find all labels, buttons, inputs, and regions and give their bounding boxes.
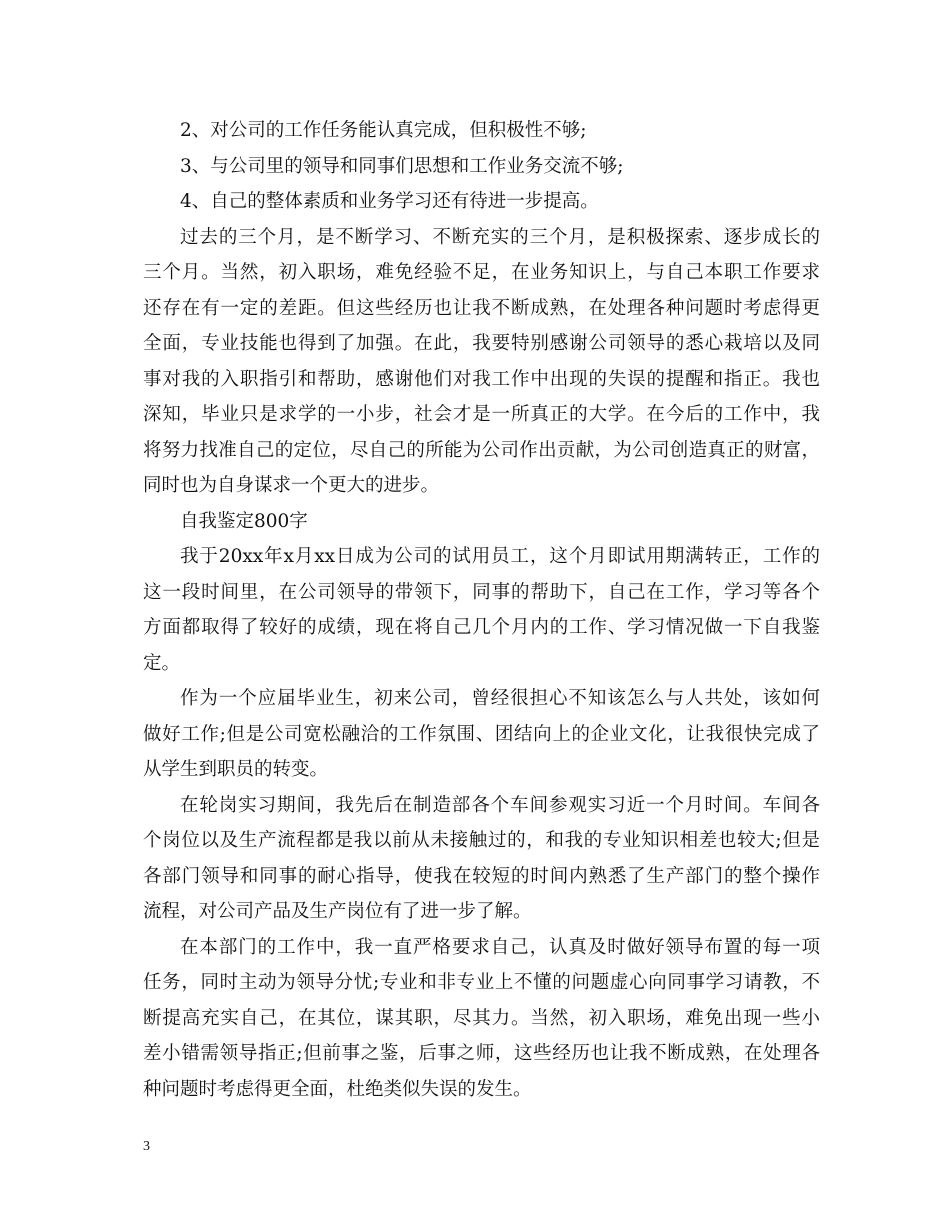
text-line: 作为一个应届毕业生，初来公司，曾经很担心不知该怎么与人共处，该如何 xyxy=(180,688,820,709)
document-body xyxy=(143,113,820,1107)
text-line: 在轮岗实习期间，我先后在制造部各个车间参观实习近一个月时间。车间各 xyxy=(180,794,820,816)
text-line: 全面，专业技能也得到了加强。在此，我要特别感谢公司领导的悉心栽培以及同 xyxy=(143,333,820,354)
text-line: 深知，毕业只是求学的一小步，社会才是一所真正的大学。在今后的工作中，我 xyxy=(143,404,820,425)
text-line: 事对我的入职指引和帮助，感谢他们对我工作中出现的失误的提醒和指正。我也 xyxy=(143,368,820,390)
text-line: 2、对公司的工作任务能认真完成，但积极性不够; xyxy=(180,120,587,141)
text-line: 过去的三个月，是不断学习、不断充实的三个月，是积极探索、逐步成长的 xyxy=(180,226,820,248)
text-line: 将努力找准自己的定位，尽自己的所能为公司作出贡献，为公司创造真正的财富， xyxy=(143,439,820,461)
text-line: 这一段时间里，在公司领导的带领下，同事的帮助下，自己在工作，学习等各个 xyxy=(143,581,820,603)
text-line: 还存在有一定的差距。但这些经历也让我不断成熟，在处理各种问题时考虑得更 xyxy=(143,297,820,319)
text-line: 流程，对公司产品及生产岗位有了进一步了解。 xyxy=(143,901,532,922)
text-line: 各部门领导和同事的耐心指导，使我在较短的时间内熟悉了生产部门的整个操作 xyxy=(143,865,820,887)
text-line: 三个月。当然，初入职场，难免经验不足，在业务知识上，与自己本职工作要求 xyxy=(143,262,820,283)
text-line: 4、自己的整体素质和业务学习还有待进一步提高。 xyxy=(180,191,599,212)
text-line: 从学生到职员的转变。 xyxy=(143,759,329,780)
text-line: 断提高充实自己，在其位，谋其职，尽其力。当然，初入职场，难免出现一些小 xyxy=(143,1007,820,1029)
text-line: 自我鉴定800字 xyxy=(180,510,308,532)
text-line: 3、与公司里的领导和同事们思想和工作业务交流不够; xyxy=(180,155,624,177)
text-line: 做好工作;但是公司宽松融洽的工作氛围、团结向上的企业文化，让我很快完成了 xyxy=(143,723,820,745)
text-line: 任务，同时主动为领导分忧;专业和非专业上不懂的问题虚心向同事学习请教，不 xyxy=(143,972,820,993)
text-line: 同时也为自身谋求一个更大的进步。 xyxy=(143,475,440,496)
text-line: 我于20xx年x月xx日成为公司的试用员工，这个月即试用期满转正，工作的 xyxy=(180,546,820,567)
text-line: 个岗位以及生产流程都是我以前从未接触过的，和我的专业知识相差也较大;但是 xyxy=(143,830,820,851)
text-line: 种问题时考虑得更全面，杜绝类似失误的发生。 xyxy=(143,1078,532,1100)
text-line: 在本部门的工作中，我一直严格要求自己，认真及时做好领导布置的每一项 xyxy=(180,936,820,958)
text-line: 差小错需领导指正;但前事之鉴，后事之师，这些经历也让我不断成熟，在处理各 xyxy=(143,1043,820,1064)
text-line: 定。 xyxy=(143,652,181,674)
page-number: 3 xyxy=(143,1139,150,1154)
text-line: 方面都取得了较好的成绩，现在将自己几个月内的工作、学习情况做一下自我鉴 xyxy=(143,617,820,638)
